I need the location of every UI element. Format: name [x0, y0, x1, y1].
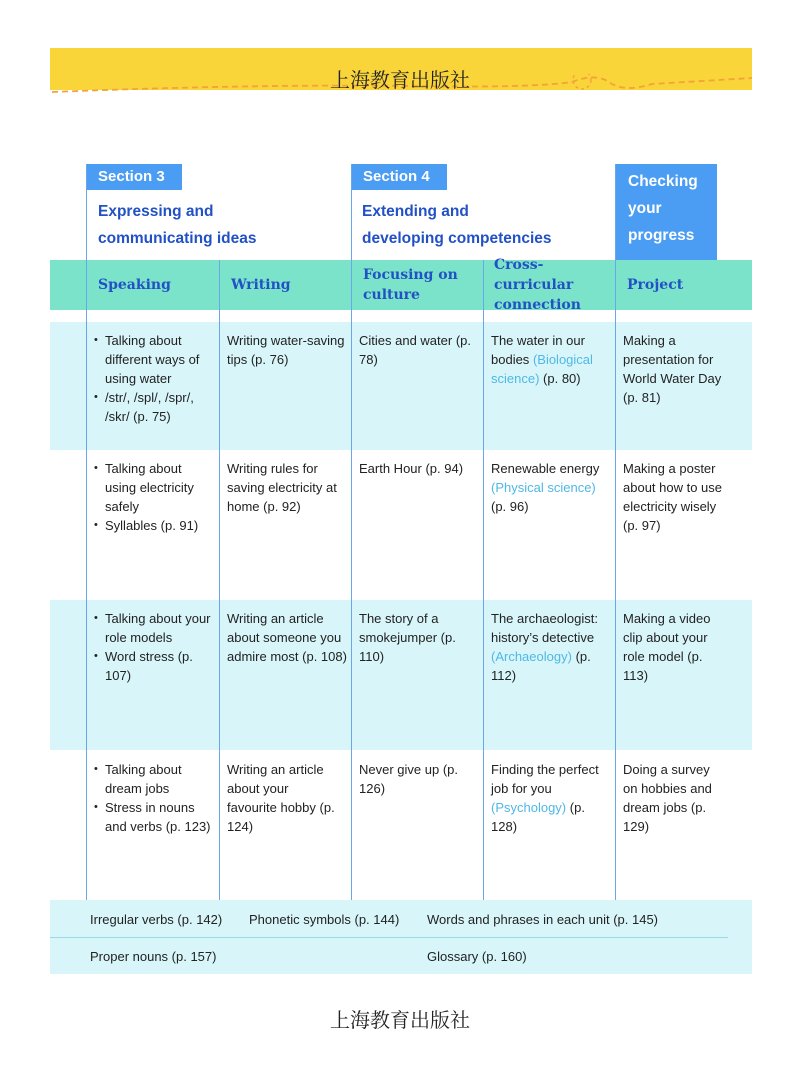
header-cross-line1: Cross-curricular	[494, 257, 574, 293]
section-3-title-line1: Expressing and	[98, 203, 214, 220]
row-3-project: Making a video clip about your role model (p. 113)	[623, 611, 711, 683]
publisher-footer: 上海教育出版社	[330, 1008, 470, 1032]
list-item: • /str/, /spl/, /spr/, /skr/ (p. 75)	[94, 388, 216, 426]
page-ref: (p. 112)	[491, 649, 591, 683]
subject-label: (Archaeology)	[491, 649, 572, 664]
row-1-project: Making a presentation for World Water Day (p. 81)	[623, 333, 722, 405]
row-4-project: Doing a survey on hobbies and dream jobs (p. 129)	[623, 762, 712, 834]
row-2-cross	[491, 459, 611, 516]
row-3-cross	[491, 609, 611, 685]
row-2-project: Making a poster about how to use electricity wisely (p. 97)	[623, 461, 723, 533]
list-item: • Stress in nouns and verbs (p. 123)	[94, 798, 216, 836]
header-culture	[363, 260, 481, 310]
row-2-culture: Earth Hour (p. 94)	[359, 461, 464, 476]
cross-text: Finding the perfect job for you	[491, 762, 599, 796]
column-divider	[351, 164, 352, 900]
checking-line2: your	[628, 200, 662, 217]
row-3-culture: The story of a smokejumper (p. 110)	[359, 611, 456, 664]
section-4-title-line2: developing competencies	[362, 230, 552, 247]
section-4-tab: Section 4	[351, 164, 447, 190]
section-3-title	[98, 198, 256, 252]
checking-line3: progress	[628, 227, 695, 244]
column-divider	[483, 260, 484, 900]
row-2-writing: Writing rules for saving electricity at home (p. 92)	[227, 461, 337, 514]
publisher-header: 上海教育出版社	[330, 68, 470, 92]
list-item: • Talking about different ways of using water	[94, 331, 216, 388]
row-4-writing: Writing an article about your favourite hobby (p. 124)	[227, 762, 335, 834]
row-3-speaking	[94, 609, 216, 685]
row-1-speaking	[94, 331, 216, 426]
section-3-title-line2: communicating ideas	[98, 230, 257, 247]
appendix-irregular-verbs: Irregular verbs (p. 142)	[90, 912, 223, 927]
header-culture-line2: culture	[363, 287, 420, 303]
subject-label: (Psychology)	[491, 800, 567, 815]
page-ref: (p. 80)	[543, 371, 581, 386]
row-4-speaking	[94, 760, 216, 836]
appendix-glossary: Glossary (p. 160)	[427, 949, 527, 964]
row-4-culture: Never give up (p. 126)	[359, 762, 458, 796]
checking-progress-box	[616, 164, 717, 260]
section-3-tab: Section 3	[86, 164, 182, 190]
header-project: Project	[627, 277, 684, 293]
column-divider	[219, 260, 220, 900]
list-item: • Word stress (p. 107)	[94, 647, 216, 685]
section-4-title	[362, 198, 552, 252]
list-item: • Talking about dream jobs	[94, 760, 216, 798]
page-ref: (p. 128)	[491, 800, 585, 834]
header-speaking: Speaking	[98, 277, 171, 293]
column-divider	[615, 164, 616, 900]
row-4-cross	[491, 760, 611, 836]
column-divider	[86, 164, 87, 900]
cross-text: The water in our bodies	[491, 333, 585, 367]
row-1-writing: Writing water-saving tips (p. 76)	[227, 333, 345, 367]
row-1-cross	[491, 331, 611, 388]
appendix-divider	[50, 937, 728, 938]
cross-text: Renewable energy	[491, 461, 600, 476]
cross-text: The archaeologist: history’s detective	[491, 611, 598, 645]
row-1-culture: Cities and water (p. 78)	[359, 333, 471, 367]
subject-label: (Physical science)	[491, 480, 596, 495]
header-cross-line2: connection	[494, 297, 581, 313]
row-3-writing: Writing an article about someone you admire most (p. 108)	[227, 611, 347, 664]
appendix-proper-nouns: Proper nouns (p. 157)	[90, 949, 217, 964]
header-writing: Writing	[231, 277, 291, 293]
checking-line1: Checking	[628, 173, 698, 190]
list-item: • Talking about your role models	[94, 609, 216, 647]
row-2-speaking	[94, 459, 216, 535]
header-cross-curricular	[494, 257, 614, 313]
list-item: • Talking about using electricity safely	[94, 459, 216, 516]
section-4-title-line1: Extending and	[362, 203, 469, 220]
appendix-words-phrases: Words and phrases in each unit (p. 145)	[427, 912, 659, 927]
list-item: • Syllables (p. 91)	[94, 516, 216, 535]
subject-label: (Biological science)	[491, 352, 593, 386]
page-ref: (p. 96)	[491, 499, 529, 514]
header-culture-line1: Focusing on	[363, 267, 458, 283]
appendix-phonetic-symbols: Phonetic symbols (p. 144)	[249, 912, 400, 927]
